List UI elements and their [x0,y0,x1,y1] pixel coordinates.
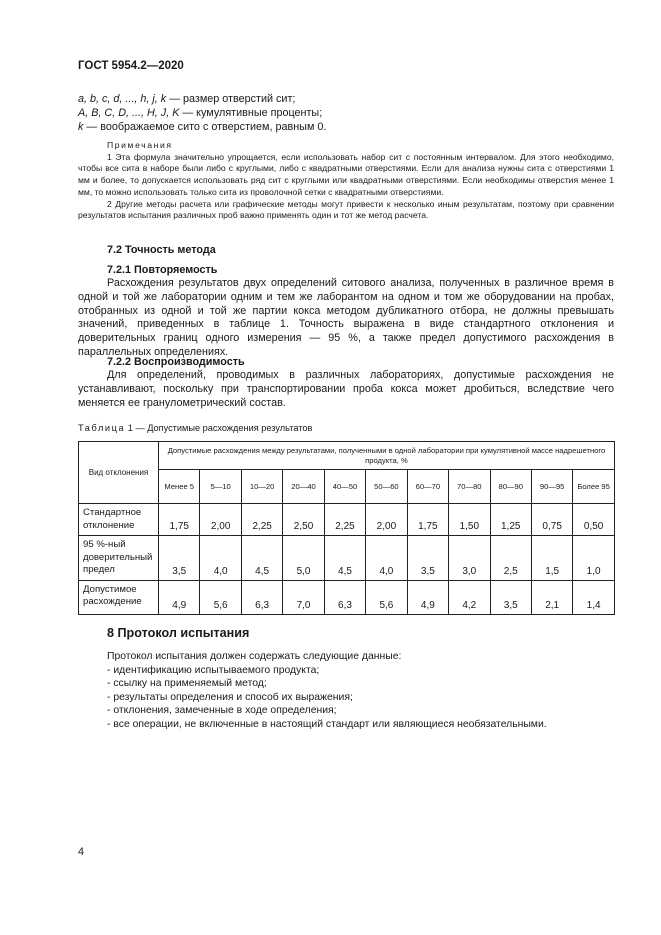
notes-block [78,140,614,222]
table-cell: 6,3 [324,580,365,614]
row-label: 95 %-ный доверительный предел [79,536,159,581]
table-cell: 6,3 [241,580,282,614]
tolerance-table [78,441,615,615]
definition-line [78,92,618,107]
table-cell: 1,50 [449,504,490,536]
column-header: 50—60 [366,470,407,504]
table-cell: 4,2 [449,580,490,614]
table-caption-label: Таблица [78,423,126,433]
table-cell: 7,0 [283,580,324,614]
table-caption-text: 1 — Допустимые расхождения результатов [125,423,313,433]
protocol-item: - отклонения, замеченные в ходе определения; [107,705,337,717]
table-cell: 2,25 [324,504,365,536]
protocol-item: - ссылку на применяемый метод; [107,678,267,690]
table-cell: 1,25 [490,504,531,536]
table-cell: 5,0 [283,536,324,581]
table-cell: 3,5 [407,536,448,581]
definition-text: — кумулятивные проценты; [179,107,323,119]
table-cell: 2,1 [531,580,572,614]
table-cell: 4,5 [324,536,365,581]
column-header: 5—10 [200,470,241,504]
table-cell: 5,6 [366,580,407,614]
protocol-list [107,650,547,732]
table-cell: 3,5 [159,536,200,581]
table-cell: 4,9 [159,580,200,614]
reproducibility-paragraph [78,369,614,410]
table-cell: 4,5 [241,536,282,581]
definition-line [78,106,618,121]
table-cell: 3,5 [490,580,531,614]
repeatability-paragraph [78,277,614,360]
table-cell: 1,0 [573,536,615,581]
column-header: 20—40 [283,470,324,504]
row-label: Допустимое расхождение [79,580,159,614]
table-cell: 1,75 [159,504,200,536]
column-header: 90—95 [531,470,572,504]
protocol-item: - все операции, не включенные в настоящий стандарт или являющиеся необязательными. [107,718,547,730]
group-header-cell: Допустимые расхождения между результатами, полученными в одной лаборатории при кумулятивной массе надрешетного продукта, % [159,442,615,470]
table-cell: 2,50 [283,504,324,536]
table-cell: 1,75 [407,504,448,536]
table-cell: 2,00 [366,504,407,536]
section-7-2-heading: 7.2 Точность метода [107,244,216,256]
table-cell: 4,0 [200,536,241,581]
table-cell: 1,4 [573,580,615,614]
column-header: Менее 5 [159,470,200,504]
table-cell: 4,0 [366,536,407,581]
protocol-item: - результаты определения и способ их выражения; [107,691,353,703]
notes-title: Примечания [107,140,173,150]
table-caption [78,423,312,433]
definition-text: — воображаемое сито с отверстием, равным 0. [83,121,327,133]
column-header: 60—70 [407,470,448,504]
table-header-row [79,442,615,470]
section-8-heading: 8 Протокол испытания [107,626,250,640]
table-cell: 1,5 [531,536,572,581]
note-1: 1 Эта формула значительно упрощается, если использовать набор сит с постоянным интервалом. Для этого необходимо, чтобы все сита в наборе были либо с круглыми, либо с квадратными отверстиями. Если для анализа нужны сита с отверстиями 1 мм и более, то допускается использовать ряд сит с круглыми или квадратными отверстиями. Если необходимы отверстия менее 1 мм, то можно использовать только сита из проволочной сетки с квадратными отверстиями. [78,151,614,197]
table-cell: 4,9 [407,580,448,614]
column-header: 10—20 [241,470,282,504]
definition-line [78,120,618,135]
definition-symbols: k [78,121,84,133]
definition-symbols: a, b, c, d, ..., h, j, k [78,93,167,105]
row-header-cell: Вид отклонения [79,442,159,504]
table-cell: 2,25 [241,504,282,536]
note-2: 2 Другие методы расчета или графические методы могут привести к несколько иным результатам, поэтому при сравнении результатов испытания различных проб важно применять один и тот же метод расчета. [78,198,614,221]
row-label: Стандартное отклонение [79,504,159,536]
table-cell: 3,0 [449,536,490,581]
section-7-2-2-heading: 7.2.2 Воспроизводимость [107,356,245,368]
protocol-intro: Протокол испытания должен содержать следующие данные: [107,651,402,662]
table-row [79,580,615,614]
table-row [79,504,615,536]
table-row [79,536,615,581]
table-cell: 5,6 [200,580,241,614]
table-body [79,504,615,615]
section-7-2-1-heading: 7.2.1 Повторяемость [107,264,218,276]
column-header: 80—90 [490,470,531,504]
column-header: Более 95 [573,470,615,504]
definition-text: — размер отверстий сит; [166,93,296,105]
repeatability-text: Расхождения результатов двух определений ситового анализа, полученных в различное время в одной и той же лаборатории одним и тем же лаборантом на одном и том же оборудовании на пробах, отобранных из одной и той же партии кокса методом дубликатного отбора, не должны превышать значений, приведенных в таблице 1. Точность выражена в виде стандартного отклонения и доверительных границ одного измерения — 95 %, а также предел допустимого расхождения в параллельных определениях. [78,277,614,358]
standard-designation: ГОСТ 5954.2—2020 [78,60,184,72]
table-cell: 2,00 [200,504,241,536]
column-header: 40—50 [324,470,365,504]
column-header-row [79,470,615,504]
table-cell: 0,75 [531,504,572,536]
table-cell: 0,50 [573,504,615,536]
protocol-item: - идентификацию испытываемого продукта; [107,664,320,676]
definition-symbols: A, B, C, D, ..., H, J, K [78,107,180,119]
page-number: 4 [78,846,85,858]
column-header: 70—80 [449,470,490,504]
reproducibility-text: Для определений, проводимых в различных лабораториях, допустимые расхождения не устанавливают, поскольку при транспортировании проба кокса может дробиться, вследствие чего меняется ее гранулометрический состав. [78,369,614,409]
table-cell: 2,5 [490,536,531,581]
